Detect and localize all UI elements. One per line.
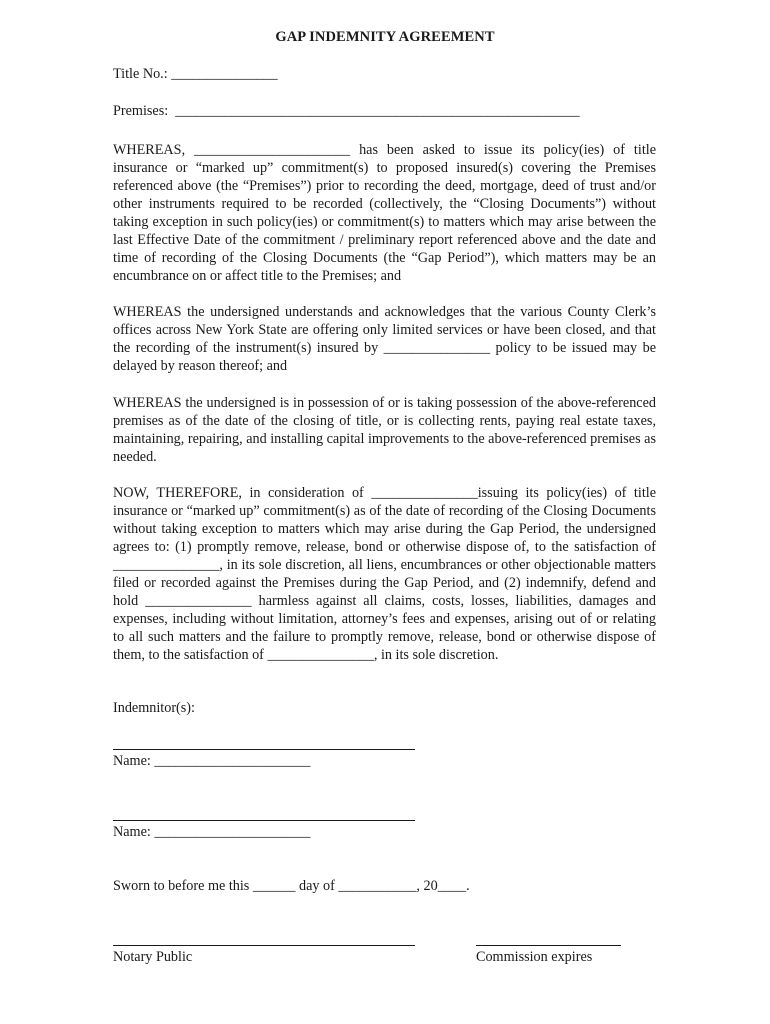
whereas-paragraph-3: WHEREAS the undersigned is in possession of or is taking possession of the above-referenced premises as of the date of the closing of title, or is collecting rents, paying real estate taxes, maintaining, repairing, and installing capital improvements to the above-referenced premises as needed. [113,395,656,465]
indemnitors-label: Indemnitor(s): [113,700,195,716]
indemnitor-name-1: Name: ______________________ [113,753,311,769]
premises-field: Premises: _________________________________________________________ [113,103,580,119]
indemnitor-signature-line-1 [113,749,415,750]
notary-public-label: Notary Public [113,949,193,965]
indemnitor-name-2: Name: ______________________ [113,824,311,840]
indemnitor-signature-line-2 [113,820,415,821]
commission-expires-line [476,945,621,946]
notary-signature-line [113,945,415,946]
sworn-statement: Sworn to before me this ______ day of ___________, 20____. [113,878,470,894]
title-number-field: Title No.: _______________ [113,66,278,82]
whereas-paragraph-2: WHEREAS the undersigned understands and acknowledges that the various County Clerk’s offices across New York State are offering only limited services or have been closed, and that the recording of the instrument(s) insured by _______________ policy to be issued may be delayed by reason thereof; and [113,304,656,374]
document-title: GAP INDEMNITY AGREEMENT [275,29,495,45]
now-therefore-paragraph: NOW, THEREFORE, in consideration of _______________issuing its policy(ies) of title insurance or “marked up” commitment(s) as of the date of recording of the Closing Documents without taking exception to matters which may arise during the Gap Period, the undersigned agrees to: (1) promptly remove, release, bond or otherwise dispose of, to the satisfaction of _______________, in its sole discretion, all liens, encumbrances or other objectionable matters filed or recorded against the Premises during the Gap Period, and (2) indemnify, defend and hold _______________ harmless against all claims, costs, losses, liabilities, damages and expenses, including without limitation, attorney’s fees and expenses, arising out of or relating to all such matters and the failure to promptly remove, release, bond or otherwise dispose of them, to the satisfaction of _______________, in its sole discretion. [113,485,656,663]
whereas-paragraph-1: WHEREAS, ______________________ has been asked to issue its policy(ies) of title insurance or “marked up” commitment(s) to proposed insured(s) covering the Premises referenced above (the “Premises”) prior to recording the deed, mortgage, deed of trust and/or other instruments required to be recorded (collectively, the “Closing Documents”) without taking exception in such policy(ies) or commitment(s) to matters which may arise between the last Effective Date of the commitment / preliminary report referenced above and the date and time of recording of the Closing Documents (the “Gap Period”), which matters may be an encumbrance on or affect title to the Premises; and [113,142,656,284]
commission-expires-label: Commission expires [476,949,593,965]
